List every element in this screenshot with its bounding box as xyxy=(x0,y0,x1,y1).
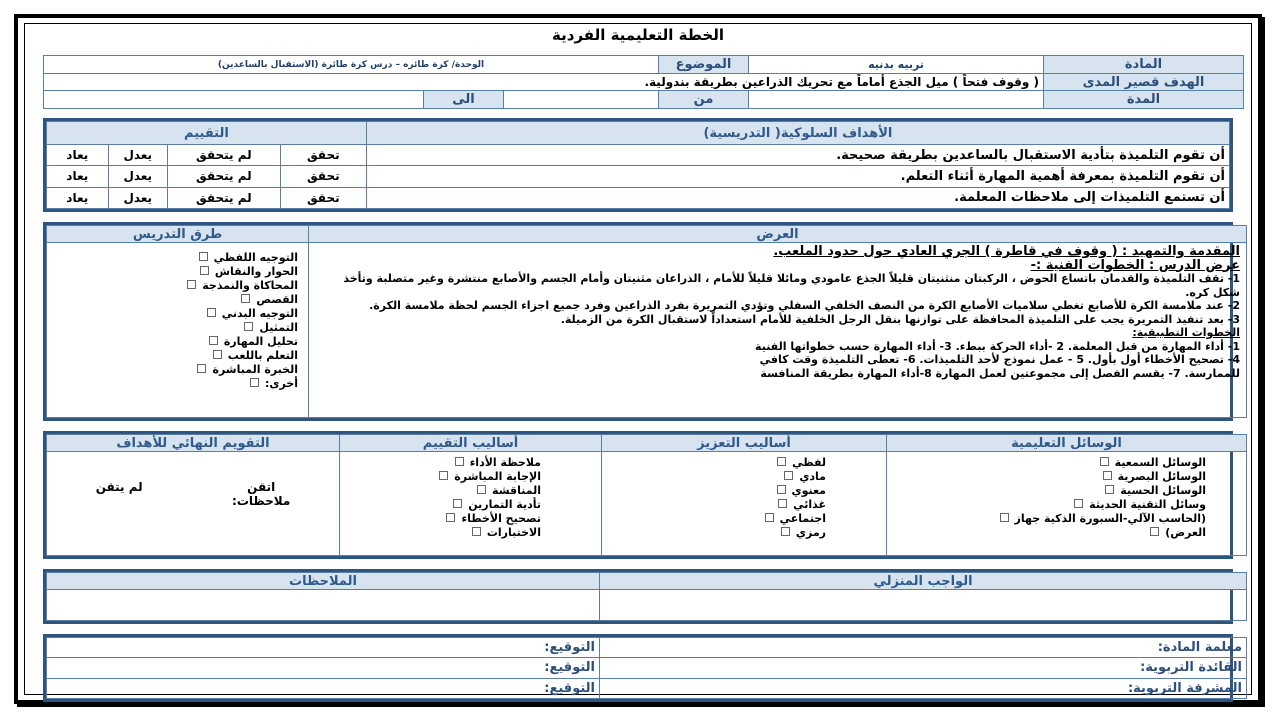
signature-row xyxy=(47,658,1247,678)
assess-checkbox-item[interactable]: تصحيح الأخطاء xyxy=(344,512,541,526)
aids-title: الوسائل التعليمية xyxy=(887,435,1247,452)
methods-list xyxy=(57,251,298,391)
duration-from-value[interactable] xyxy=(749,91,1044,109)
presentation-body xyxy=(309,243,1247,418)
aid-checkbox-item[interactable]: (الحاسب الآلي-السبورة الذكية جهاز xyxy=(891,512,1206,526)
reinforce-title: أساليب التعزيز xyxy=(602,435,887,452)
reinforce-checkbox-item[interactable]: معنوي xyxy=(606,484,826,498)
page-border xyxy=(24,23,1252,695)
eval-repeat[interactable]: يعاد xyxy=(47,187,109,208)
topic-value[interactable]: الوحدة/ كرة طائره – درس كرة طائرة (الاستقبال بالساعدين) xyxy=(44,56,659,74)
assess-checkbox-item[interactable]: ملاحظة الأداء xyxy=(344,456,541,470)
aids-list xyxy=(891,456,1206,540)
reinforce-checkbox-item[interactable]: رمزي xyxy=(606,526,826,540)
objective-text: أن تقوم التلميذة بمعرفة أهمية المهارة أثناء التعلم. xyxy=(366,166,1229,187)
step-paragraph-3: 3- بعد تنفيذ التمريرة يجب على التلميذة المحافظة على توازنها بنقل الرجل الخلفية للأمام استعداداً لاستقبال الكرة من الزميلة. xyxy=(560,312,1240,326)
homework-section xyxy=(43,569,1233,624)
signature-role: معلمة المادة: xyxy=(600,638,1247,658)
applied-line-3: للممارسة. 7- يقسم الفصل إلى مجموعتين لعمل المهارة 8-أداء المهارة بطريقة المنافسة xyxy=(760,366,1240,380)
reinforce-checkbox-item[interactable]: اجتماعي xyxy=(606,512,826,526)
reinforce-checkbox-item[interactable]: غذائي xyxy=(606,498,826,512)
signature-role: القائدة التربوية: xyxy=(600,658,1247,678)
signature-field[interactable]: التوقيع: xyxy=(47,638,600,658)
method-checkbox-item[interactable]: التعلم باللعب xyxy=(57,349,298,363)
aid-checkbox-item[interactable]: الوسائل السمعية xyxy=(891,456,1206,470)
eval-not-achieved[interactable]: لم يتحقق xyxy=(167,166,280,187)
eval-repeat[interactable]: يعاد xyxy=(47,145,109,166)
reinforce-list xyxy=(606,456,826,540)
method-checkbox-item[interactable]: تحليل المهارة xyxy=(57,335,298,349)
method-checkbox-item[interactable]: التمثيل xyxy=(57,321,298,335)
mastered-option[interactable]: اتقن xyxy=(247,480,276,494)
resources-section xyxy=(43,431,1233,559)
eval-modify[interactable]: يعدل xyxy=(108,145,167,166)
duration-to-value[interactable] xyxy=(504,91,659,109)
aid-checkbox-item[interactable]: وسائل التقنية الحديثة xyxy=(891,498,1206,512)
signature-field[interactable]: التوقيع: xyxy=(47,678,600,698)
not-mastered-option[interactable]: لم يتقن xyxy=(95,480,143,494)
subject-value[interactable]: تربيه بدنيه xyxy=(749,56,1044,74)
methods-title: طرق التدريس xyxy=(47,226,309,243)
eval-modify[interactable]: يعدل xyxy=(108,187,167,208)
reinforce-checkbox-item[interactable]: لفظي xyxy=(606,456,826,470)
method-checkbox-item[interactable]: الخبرة المباشرة xyxy=(57,363,298,377)
eval-modify[interactable]: يعدل xyxy=(108,166,167,187)
eval-not-achieved[interactable]: لم يتحقق xyxy=(167,145,280,166)
objective-text: أن تقوم التلميذة بتأدية الاستقبال بالساعدين بطريقة صحيحة. xyxy=(366,145,1229,166)
assess-checkbox-item[interactable]: الإجابة المباشرة xyxy=(344,470,541,484)
applied-heading: الخطوات التطبيقية: xyxy=(1132,326,1240,339)
objectives-section xyxy=(43,118,1233,212)
notes-title: الملاحظات xyxy=(47,573,600,590)
step-paragraph-2: 2- عند ملامسة الكرة للأصابع تغطي سلاميات الأصابع الكرة من النصف الخلفي السفلي وتؤدي التمريرة بفرد الذراعين وفرد جميع اجزاء الجسم لحظة ملامسة الكرة. xyxy=(369,299,1240,312)
notes-field[interactable] xyxy=(47,590,600,621)
notes-label: ملاحظات: xyxy=(232,494,291,508)
step-paragraph-1: 1- تقف التلميذة والقدمان باتساع الحوض ، الركبتان منثنيتان قليلاً الجذع عامودي ومائلا قليلاً للأمام ، الذراعان مثنيتان وأمام الجسم والأصابع منتشرة وغير متصلبة وتأخذ شكل كره. xyxy=(343,272,1240,299)
signatures-section xyxy=(43,634,1242,702)
applied-line-1: 1- أداء المهارة من قبل المعلمة. 2 -أداء الحركة ببطء. 3- أداء المهارة حسب خطواتها الفنية xyxy=(755,339,1240,353)
assess-title: أساليب التقييم xyxy=(340,435,602,452)
objective-row xyxy=(47,145,1230,166)
header-table xyxy=(43,55,1244,109)
goal-label: الهدف قصير المدى xyxy=(1044,74,1244,91)
topic-label: الموضوع xyxy=(659,56,749,74)
presentation-section xyxy=(43,222,1240,421)
final-eval-title: التقويم النهائي للأهداف xyxy=(47,435,340,452)
page-title: الخطة التعليمية الفردية xyxy=(552,26,724,44)
signature-row xyxy=(47,638,1247,658)
method-checkbox-item[interactable]: التوجيه البدني xyxy=(57,307,298,321)
reinforce-checkbox-item[interactable]: مادي xyxy=(606,470,826,484)
intro-line: المقدمة والتمهيد : ( وقوف في قاطرة ) الجري العادي حول حدود الملعب. xyxy=(773,244,1240,259)
from-label: من xyxy=(659,91,749,109)
assess-list xyxy=(344,456,541,540)
subject-label: المادة xyxy=(1044,56,1244,74)
aid-checkbox-item[interactable]: العرض) xyxy=(891,526,1206,540)
objective-row xyxy=(47,166,1230,187)
objective-row xyxy=(47,187,1230,208)
method-checkbox-item[interactable]: التوجيه اللفظي xyxy=(57,251,298,265)
homework-title: الواجب المنزلي xyxy=(600,573,1247,590)
assess-checkbox-item[interactable]: الاختبارات xyxy=(344,526,541,540)
eval-achieved[interactable]: تحقق xyxy=(280,145,366,166)
assess-checkbox-item[interactable]: تأدية التمارين xyxy=(344,498,541,512)
aid-checkbox-item[interactable]: الوسائل البصرية xyxy=(891,470,1206,484)
homework-field[interactable] xyxy=(600,590,1247,621)
technical-heading: عرض الدرس : الخطوات الفنية :- xyxy=(1030,257,1240,273)
final-eval-options xyxy=(51,480,335,508)
to-label: الى xyxy=(424,91,504,109)
duration-label: المدة xyxy=(1044,91,1244,109)
signature-row xyxy=(47,678,1247,698)
applied-line-2: 4- تصحيح الأخطاء أول بأول. 5 - عمل نموذج لأحد التلميذات. 6- تعطى التلميذة وقت كافي xyxy=(759,353,1240,366)
method-checkbox-item[interactable]: أخرى: xyxy=(57,377,298,391)
method-checkbox-item[interactable]: الحوار والنقاش xyxy=(57,265,298,279)
eval-not-achieved[interactable]: لم يتحقق xyxy=(167,187,280,208)
method-checkbox-item[interactable]: القصص xyxy=(57,293,298,307)
evaluation-title: التقييم xyxy=(47,122,367,145)
assess-checkbox-item[interactable]: المناقشة xyxy=(344,484,541,498)
objectives-title: الأهداف السلوكية( التدريسية) xyxy=(366,122,1229,145)
signature-role: المشرفة التربوية: xyxy=(600,678,1247,698)
eval-achieved[interactable]: تحقق xyxy=(280,166,366,187)
objective-text: أن تستمع التلميذات إلى ملاحظات المعلمة. xyxy=(366,187,1229,208)
signature-field[interactable]: التوقيع: xyxy=(47,658,600,678)
aid-checkbox-item[interactable]: الوسائل الحسية xyxy=(891,484,1206,498)
methods-list-cell xyxy=(47,243,309,418)
goal-value[interactable]: ( وقوف فتحاً ) ميل الجذع أماماً مع تحريك الذراعين بطريقة بندولية. xyxy=(44,74,1044,91)
page-frame xyxy=(14,14,1262,704)
duration-extra[interactable] xyxy=(44,91,424,109)
eval-repeat[interactable]: يعاد xyxy=(47,166,109,187)
eval-achieved[interactable]: تحقق xyxy=(280,187,366,208)
presentation-title: العرض xyxy=(309,226,1247,243)
method-checkbox-item[interactable]: المحاكاة والنمذجة xyxy=(57,279,298,293)
